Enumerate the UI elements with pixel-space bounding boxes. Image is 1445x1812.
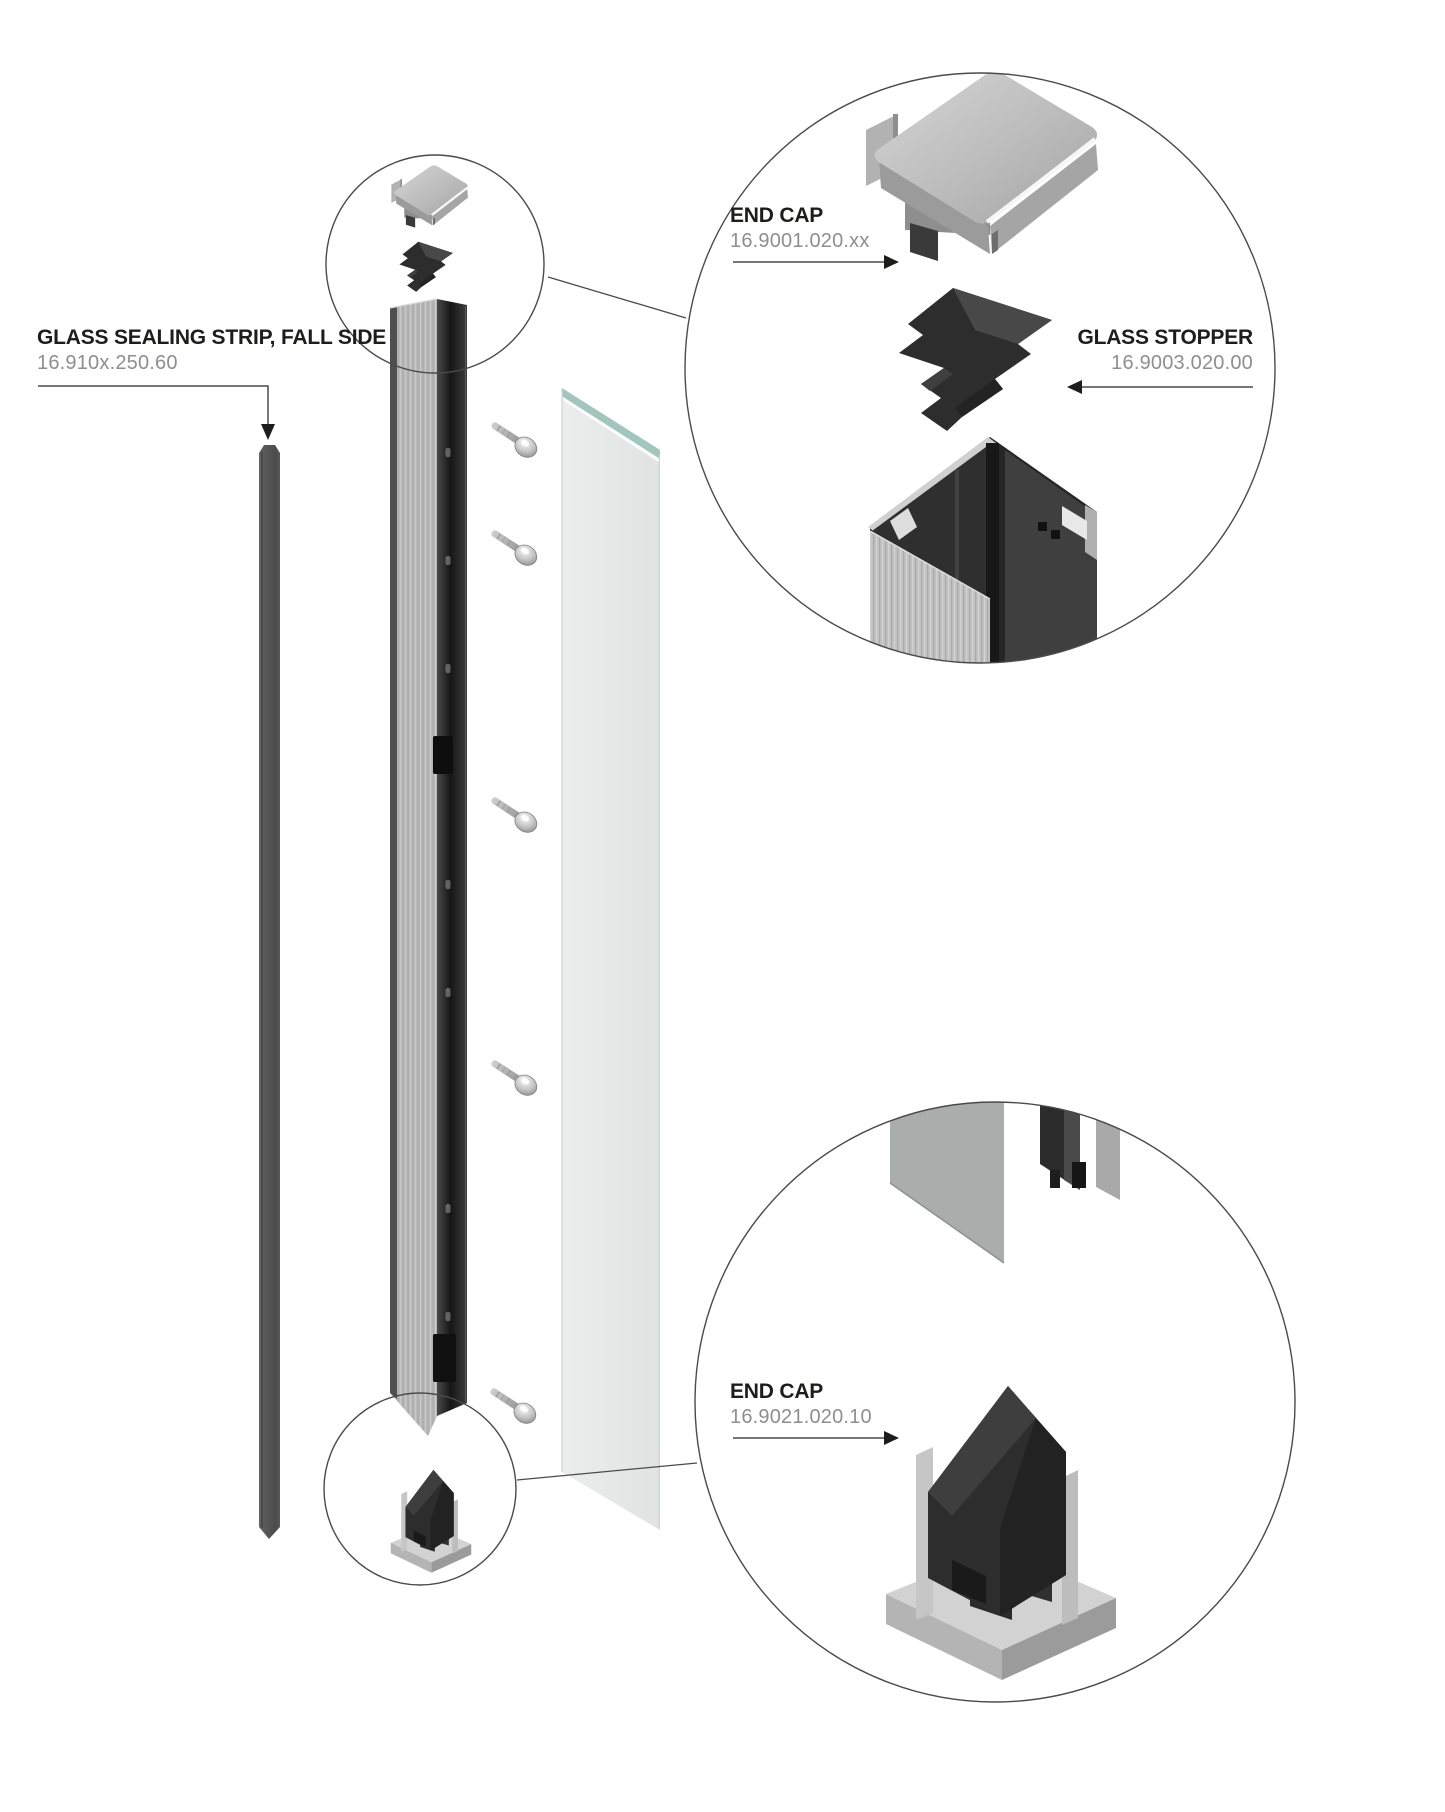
mini-end-cap-bottom: [391, 1470, 472, 1573]
channel-connector-block: [433, 1334, 456, 1382]
callout-glass-stopper: [1077, 326, 1253, 375]
screw: [486, 417, 540, 462]
screw: [486, 1055, 540, 1100]
callout-part-number: 16.9003.020.00: [1111, 352, 1253, 374]
down-arrow-icon: [261, 424, 275, 440]
callout-end-cap-top: [730, 204, 870, 253]
callout-part-number: 16.910x.250.60: [37, 352, 178, 374]
leader-line-top-detail: [548, 277, 686, 318]
screw: [485, 1383, 539, 1428]
screw: [486, 792, 540, 837]
callout-part-number: 16.9001.020.xx: [730, 230, 870, 252]
leader-line-sealing-strip: [38, 386, 268, 424]
mini-glass-stopper: [399, 242, 453, 292]
screw: [486, 525, 540, 570]
callout-part-number: 16.9021.020.10: [730, 1406, 872, 1428]
callout-sealing-strip: [37, 326, 386, 375]
post-profile: [390, 299, 467, 1436]
mini-end-cap-top: [391, 165, 468, 227]
post-fragment-detail: [1040, 1090, 1120, 1200]
post-channel: [437, 299, 467, 1416]
channel-connector-block: [433, 736, 453, 774]
glass-panel: [562, 388, 660, 1530]
callout-title: GLASS STOPPER: [1077, 326, 1253, 349]
callout-end-cap-bottom: [730, 1380, 872, 1429]
callout-title: GLASS SEALING STRIP, FALL SIDE: [37, 326, 387, 349]
callout-title: END CAP: [730, 204, 824, 227]
callout-title: END CAP: [730, 1380, 824, 1403]
